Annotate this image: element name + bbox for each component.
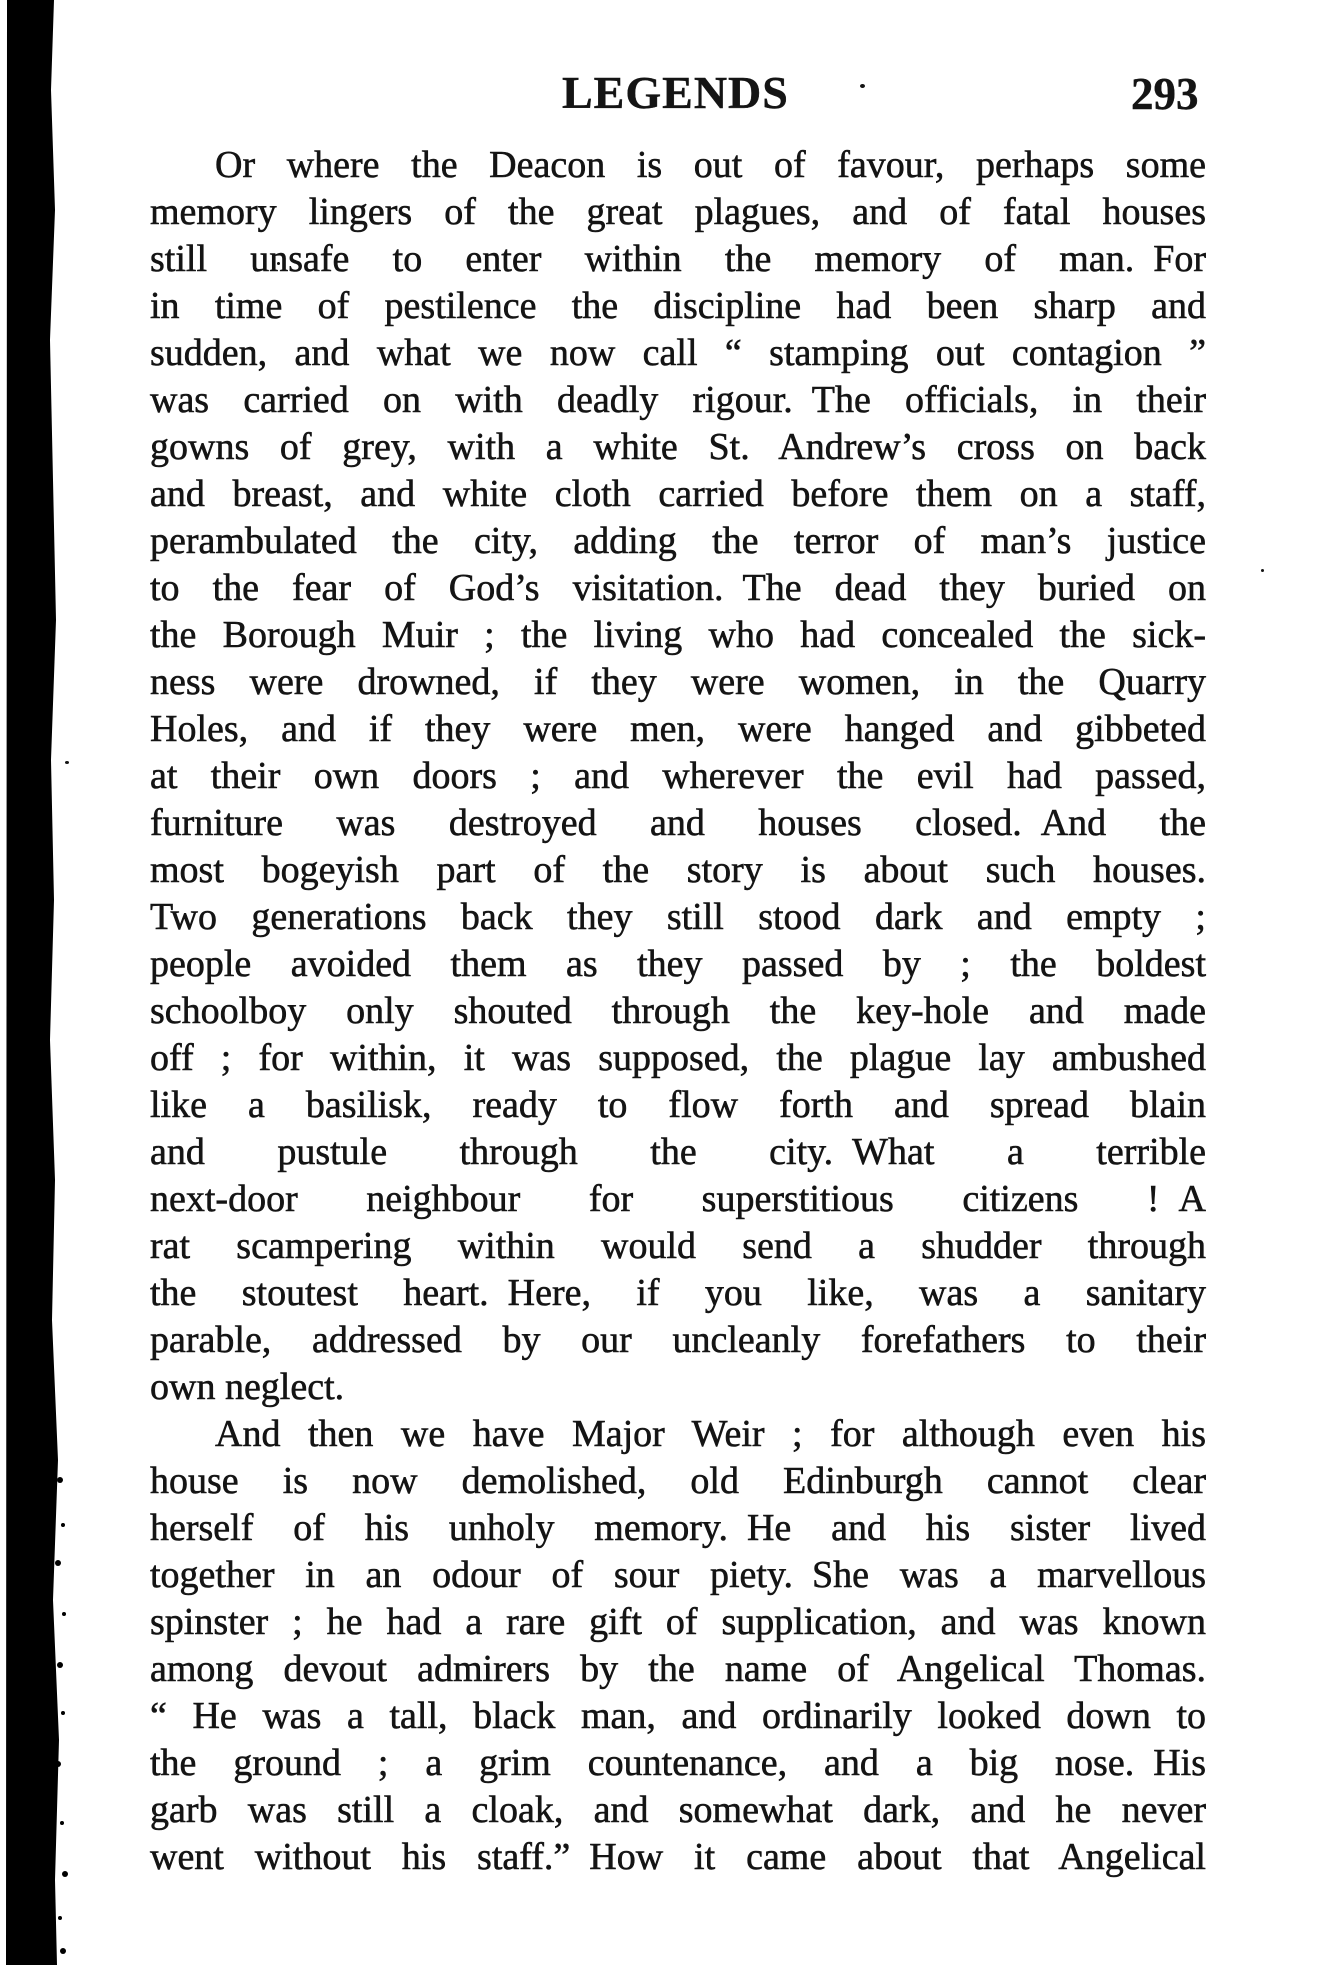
page-number: 293 (1131, 69, 1199, 119)
text-line: own neglect. (150, 1366, 345, 1408)
text-line: house is now demolished, old Edinburgh cannot clear (150, 1460, 1206, 1502)
text-line: perambulated the city, adding the terror of man’s justice (150, 520, 1206, 562)
ink-speck (1261, 569, 1264, 572)
body-text (150, 142, 1206, 1881)
text-line: most bogeyish part of the story is about such houses. (150, 849, 1206, 891)
text-line: still unsafe to enter within the memory of man. For (150, 238, 1206, 280)
text-line: And then we have Major Weir ; for although even his (215, 1413, 1206, 1455)
text-line: “ He was a tall, black man, and ordinarily looked down to (150, 1695, 1206, 1737)
paragraph (150, 1411, 1206, 1881)
text-line: herself of his unholy memory. He and his sister lived (150, 1507, 1206, 1549)
text-line: rat scampering within would send a shudder through (150, 1225, 1206, 1267)
text-line: the Borough Muir ; the living who had concealed the sick- (150, 614, 1206, 656)
text-line: furniture was destroyed and houses closed. And the (150, 802, 1206, 844)
text-line: next-door neighbour for superstitious citizens ! A (150, 1178, 1206, 1220)
text-line: sudden, and what we now call “ stamping out contagion ” (150, 332, 1206, 374)
ink-speck (65, 761, 69, 764)
text-line: off ; for within, it was supposed, the plague lay ambushed (150, 1037, 1206, 1079)
scan-noise-specks (0, 0, 4, 4)
text-line: schoolboy only shouted through the key-hole and made (150, 990, 1206, 1032)
text-line: and pustule through the city. What a terrible (150, 1131, 1206, 1173)
text-line: parable, addressed by our uncleanly forefathers to their (150, 1319, 1206, 1361)
scan-edge-artifact (0, 0, 64, 1965)
text-line: Holes, and if they were men, were hanged and gibbeted (150, 708, 1206, 750)
text-line: spinster ; he had a rare gift of supplication, and was known (150, 1601, 1206, 1643)
text-line: people avoided them as they passed by ; the boldest (150, 943, 1206, 985)
text-line: was carried on with deadly rigour. The officials, in their (150, 379, 1206, 421)
text-line: Or where the Deacon is out of favour, perhaps some (215, 144, 1206, 186)
text-line: together in an odour of sour piety. She was a marvellous (150, 1554, 1206, 1596)
paragraph (150, 142, 1206, 1411)
text-line: among devout admirers by the name of Angelical Thomas. (150, 1648, 1206, 1690)
text-line: went without his staff.” How it came about that Angelical (150, 1836, 1206, 1878)
text-line: ness were drowned, if they were women, in the Quarry (150, 661, 1206, 703)
text-line: like a basilisk, ready to flow forth and spread blain (150, 1084, 1206, 1126)
text-line: garb was still a cloak, and somewhat dark, and he never (150, 1789, 1206, 1831)
text-line: and breast, and white cloth carried before them on a staff, (150, 473, 1206, 515)
text-line: gowns of grey, with a white St. Andrew’s cross on back (150, 426, 1206, 468)
text-line: in time of pestilence the discipline had been sharp and (150, 285, 1206, 327)
text-line: Two generations back they still stood dark and empty ; (150, 896, 1206, 938)
text-line: memory lingers of the great plagues, and of fatal houses (150, 191, 1206, 233)
running-header (0, 67, 1344, 122)
text-line: to the fear of God’s visitation. The dead they buried on (150, 567, 1206, 609)
text-line: the ground ; a grim countenance, and a big nose. His (150, 1742, 1206, 1784)
running-title: LEGENDS (562, 67, 789, 118)
text-line: the stoutest heart. Here, if you like, was a sanitary (150, 1272, 1206, 1314)
text-line: at their own doors ; and wherever the evil had passed, (150, 755, 1206, 797)
